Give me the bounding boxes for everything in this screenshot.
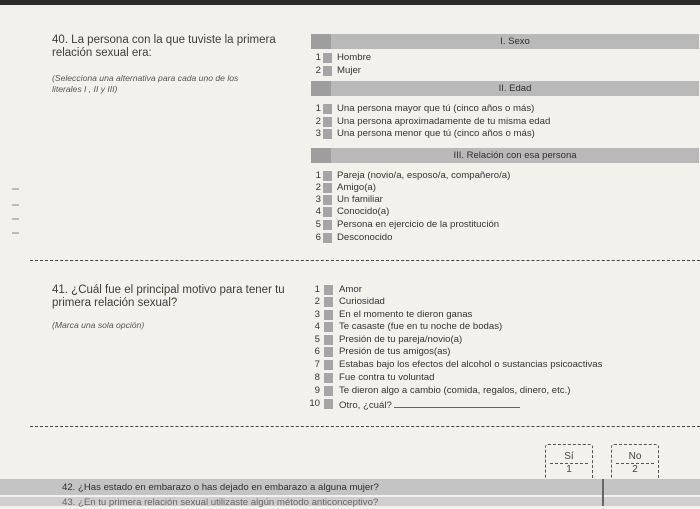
option-label: Pareja (novio/a, esposo/a, compañero/a) — [337, 170, 511, 181]
scan-mark — [12, 218, 19, 220]
option-number: 4 — [315, 206, 321, 217]
option-label: Fue contra tu voluntad — [339, 372, 435, 383]
option-edad-2[interactable] — [310, 116, 690, 128]
option-relacion-6[interactable] — [310, 232, 690, 244]
option-label: Mujer — [337, 65, 361, 76]
checkbox[interactable] — [323, 220, 332, 230]
checkbox[interactable] — [323, 233, 332, 243]
q41-instruction: (Marca una sola opción) — [52, 320, 145, 330]
option-motivo-5[interactable] — [306, 334, 696, 346]
option-number: 3 — [315, 194, 321, 205]
option-label: Una persona aproximadamente de tu misma edad — [337, 116, 551, 127]
section-title: II. Edad — [498, 83, 532, 94]
option-label: Estabas bajo los efectos del alcohol o sustancias psicoactivas — [339, 359, 603, 370]
checkbox[interactable] — [323, 195, 332, 205]
option-label: En el momento te dieron ganas — [339, 309, 473, 320]
checkbox[interactable] — [324, 285, 333, 295]
yes-label: Sí — [564, 451, 574, 462]
option-number: 8 — [314, 372, 320, 383]
checkbox[interactable] — [323, 129, 332, 139]
option-number: 5 — [315, 219, 321, 230]
section-title: I. Sexo — [500, 36, 530, 47]
option-label: Persona en ejercicio de la prostitución — [337, 219, 500, 230]
q40-question-line2: relación sexual era: — [52, 47, 152, 59]
section-title: III. Relación con esa persona — [453, 150, 577, 161]
option-number: 2 — [315, 65, 321, 76]
checkbox[interactable] — [324, 322, 333, 332]
no-value: 2 — [632, 464, 638, 475]
checkbox[interactable] — [323, 117, 332, 127]
scan-top-edge — [0, 0, 700, 5]
section-header-sexo — [311, 34, 699, 49]
checkbox[interactable] — [323, 171, 332, 181]
option-relacion-4[interactable] — [310, 206, 690, 218]
option-relacion-2[interactable] — [310, 182, 690, 194]
yes-value: 1 — [566, 464, 572, 475]
option-number: 3 — [314, 309, 320, 320]
option-motivo-4[interactable] — [306, 321, 696, 333]
option-number: 7 — [314, 359, 320, 370]
checkbox[interactable] — [323, 53, 332, 63]
section-divider — [30, 426, 700, 427]
no-label: No — [628, 451, 642, 462]
option-sexo-2[interactable] — [310, 65, 690, 77]
section-header-relacion — [311, 148, 699, 163]
option-label: Presión de tus amigos(as) — [339, 346, 451, 357]
option-label: Amor — [339, 284, 362, 295]
option-motivo-8[interactable] — [306, 372, 696, 384]
option-motivo-1[interactable] — [306, 284, 696, 296]
option-label: Amigo(a) — [337, 182, 376, 193]
option-edad-3[interactable] — [310, 128, 690, 140]
option-number: 4 — [314, 321, 320, 332]
option-label: Curiosidad — [339, 296, 385, 307]
section-divider — [30, 260, 700, 261]
option-number: 10 — [309, 398, 320, 409]
checkbox[interactable] — [324, 297, 333, 307]
q40-question-line1: 40. La persona con la que tuviste la primera — [52, 34, 276, 46]
option-label: Una persona mayor que tú (cinco años o más) — [337, 103, 535, 114]
option-label: Hombre — [337, 52, 372, 63]
option-label: Te casaste (fue en tu noche de bodas) — [339, 321, 503, 332]
option-relacion-1[interactable] — [310, 170, 690, 182]
scan-mark — [12, 188, 19, 190]
option-motivo-7[interactable] — [306, 359, 696, 371]
checkbox[interactable] — [323, 104, 332, 114]
option-motivo-3[interactable] — [306, 309, 696, 321]
checkbox[interactable] — [323, 183, 332, 193]
option-number: 1 — [315, 52, 321, 63]
option-number: 1 — [314, 284, 320, 295]
option-label: Otro, ¿cuál? — [339, 400, 392, 411]
option-number: 6 — [315, 232, 321, 243]
option-number: 2 — [315, 116, 321, 127]
checkbox[interactable] — [324, 347, 333, 357]
option-relacion-3[interactable] — [310, 194, 690, 206]
option-sexo-1[interactable] — [310, 52, 690, 64]
option-number: 2 — [314, 296, 320, 307]
section-header-edad — [311, 81, 699, 96]
option-label: Presión de tu pareja/novio(a) — [339, 334, 463, 345]
option-motivo-10[interactable] — [306, 398, 696, 410]
q43-question: 43. ¿En tu primera relación sexual utilizaste algún método anticonceptivo? — [62, 497, 379, 508]
option-edad-1[interactable] — [310, 103, 690, 115]
column-divider — [602, 479, 604, 506]
scan-mark — [12, 232, 19, 234]
q41-question-line2: primera relación sexual? — [52, 297, 178, 309]
option-number: 5 — [314, 334, 320, 345]
option-number: 2 — [315, 182, 321, 193]
option-label: Un familiar — [337, 194, 383, 205]
option-number: 6 — [314, 346, 320, 357]
option-motivo-9[interactable] — [306, 385, 696, 397]
option-number: 1 — [315, 170, 321, 181]
checkbox[interactable] — [324, 399, 333, 409]
option-number: 1 — [315, 103, 321, 114]
option-label: Conocido(a) — [337, 206, 390, 217]
option-label: Desconocido — [337, 232, 393, 243]
q40-instruction-line1: (Selecciona una alternativa para cada uno de los — [52, 73, 239, 83]
checkbox[interactable] — [324, 360, 333, 370]
checkbox[interactable] — [324, 373, 333, 383]
q42-question: 42. ¿Has estado en embarazo o has dejado en embarazo a alguna mujer? — [62, 482, 379, 493]
checkbox[interactable] — [324, 335, 333, 345]
option-label: Una persona menor que tú (cinco años o más) — [337, 128, 535, 139]
option-number: 9 — [314, 385, 320, 396]
option-motivo-6[interactable] — [306, 346, 696, 358]
checkbox[interactable] — [324, 386, 333, 396]
other-reason-field[interactable] — [394, 398, 520, 408]
q40-instruction-line2: literales I , II y III) — [52, 84, 118, 94]
checkbox[interactable] — [323, 66, 332, 76]
option-number: 3 — [315, 128, 321, 139]
scan-mark — [12, 204, 19, 206]
option-label: Te dieron algo a cambio (comida, regalos, dinero, etc.) — [339, 385, 571, 396]
checkbox[interactable] — [323, 207, 332, 217]
checkbox[interactable] — [324, 310, 333, 320]
option-relacion-5[interactable] — [310, 219, 690, 231]
option-motivo-2[interactable] — [306, 296, 696, 308]
q41-question-line1: 41. ¿Cuál fue el principal motivo para tener tu — [52, 284, 285, 296]
